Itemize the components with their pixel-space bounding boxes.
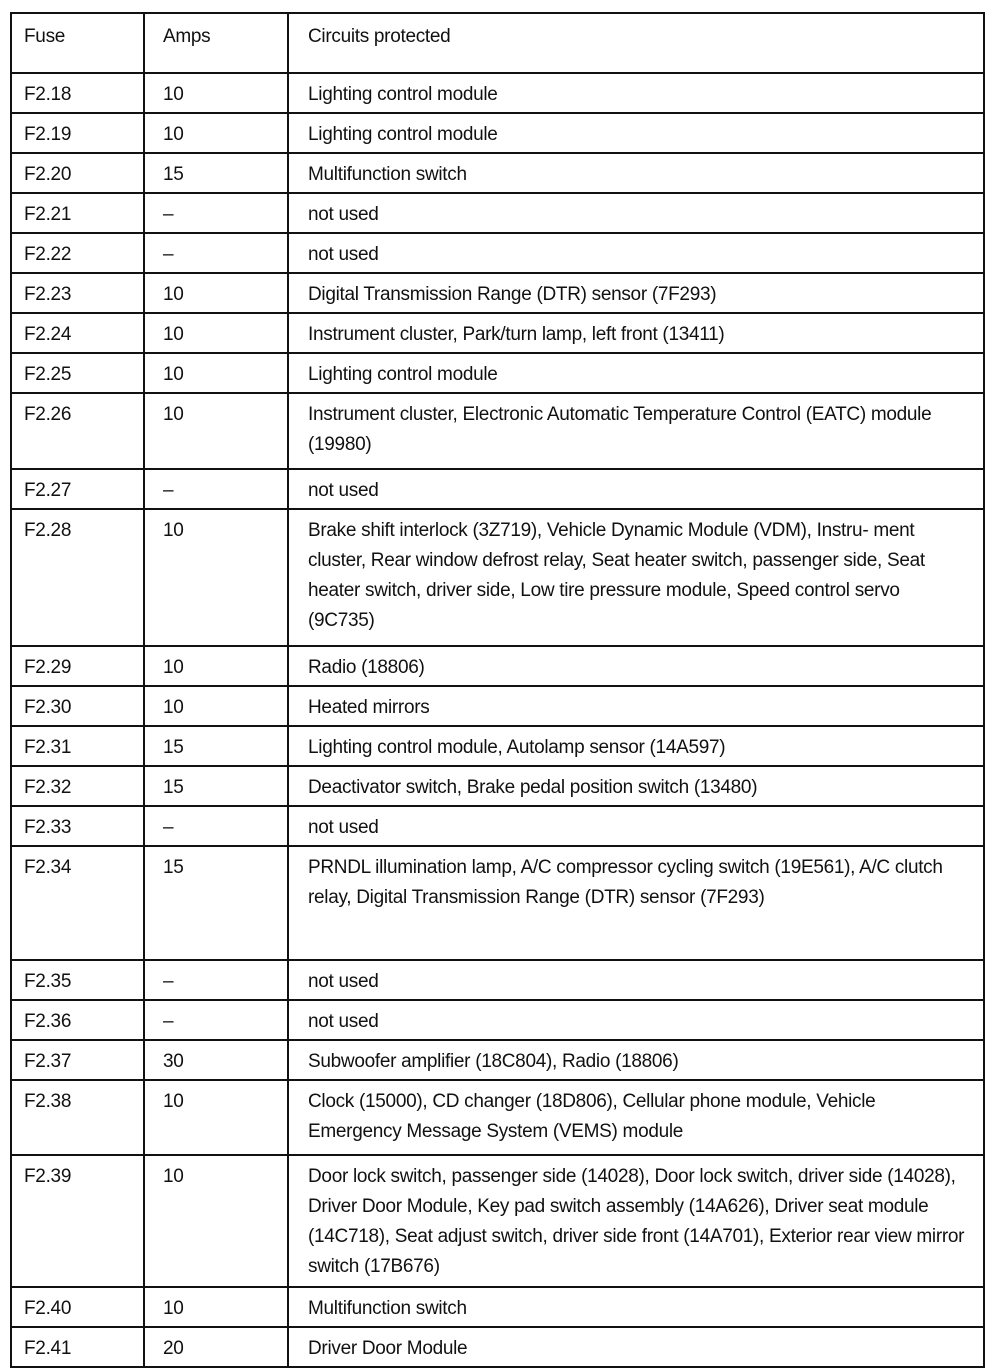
table-row xyxy=(11,353,984,393)
circuits-cell: Instrument cluster, Park/turn lamp, left front (13411) xyxy=(288,313,984,353)
table-row xyxy=(11,1327,984,1367)
amps-cell: 10 xyxy=(144,646,288,686)
amps-cell: – xyxy=(144,193,288,233)
amps-cell: 30 xyxy=(144,1040,288,1080)
fuse-cell: F2.31 xyxy=(11,726,144,766)
circuits-cell: not used xyxy=(288,806,984,846)
table-row xyxy=(11,1000,984,1040)
circuits-cell: Lighting control module xyxy=(288,353,984,393)
circuits-cell: not used xyxy=(288,960,984,1000)
amps-cell: 15 xyxy=(144,726,288,766)
fuse-cell: F2.19 xyxy=(11,113,144,153)
circuits-cell: Heated mirrors xyxy=(288,686,984,726)
amps-cell: 10 xyxy=(144,313,288,353)
fuse-cell: F2.32 xyxy=(11,766,144,806)
amps-cell: 15 xyxy=(144,153,288,193)
table-row xyxy=(11,806,984,846)
table-row xyxy=(11,846,984,960)
amps-cell: 15 xyxy=(144,766,288,806)
amps-cell: 10 xyxy=(144,1287,288,1327)
circuits-cell: Driver Door Module xyxy=(288,1327,984,1367)
table-row xyxy=(11,193,984,233)
circuits-cell: not used xyxy=(288,233,984,273)
fuse-cell: F2.40 xyxy=(11,1287,144,1327)
amps-cell: 10 xyxy=(144,353,288,393)
fuse-cell: F2.21 xyxy=(11,193,144,233)
amps-cell: 10 xyxy=(144,113,288,153)
fuse-cell: F2.36 xyxy=(11,1000,144,1040)
circuits-cell: Door lock switch, passenger side (14028), Door lock switch, driver side (14028), Driver Door Module, Key pad switch assembly (14A626), Driver seat module (14C718), Seat adjust switch, driver side front (14A701), Exterior rear view mirror switch (17B676) xyxy=(288,1155,984,1287)
amps-cell: 10 xyxy=(144,686,288,726)
circuits-cell: Digital Transmission Range (DTR) sensor (7F293) xyxy=(288,273,984,313)
table-row xyxy=(11,686,984,726)
fuse-cell: F2.24 xyxy=(11,313,144,353)
circuits-cell: Multifunction switch xyxy=(288,153,984,193)
amps-cell: 15 xyxy=(144,846,288,960)
table-row xyxy=(11,393,984,469)
fuse-cell: F2.30 xyxy=(11,686,144,726)
table-row xyxy=(11,1040,984,1080)
amps-cell: – xyxy=(144,233,288,273)
table-row xyxy=(11,273,984,313)
amps-cell: 10 xyxy=(144,393,288,469)
table-row xyxy=(11,469,984,509)
header-fuse: Fuse xyxy=(11,13,144,73)
fuse-table xyxy=(10,12,985,1368)
table-row xyxy=(11,73,984,113)
amps-cell: – xyxy=(144,806,288,846)
amps-cell: – xyxy=(144,1000,288,1040)
fuse-cell: F2.29 xyxy=(11,646,144,686)
fuse-cell: F2.23 xyxy=(11,273,144,313)
table-row xyxy=(11,1155,984,1287)
fuse-cell: F2.38 xyxy=(11,1080,144,1155)
table-body xyxy=(11,73,984,1367)
table-row xyxy=(11,113,984,153)
circuits-cell: Lighting control module xyxy=(288,73,984,113)
header-circuits: Circuits protected xyxy=(288,13,984,73)
circuits-cell: Instrument cluster, Electronic Automatic Temperature Control (EATC) module (19980) xyxy=(288,393,984,469)
circuits-cell: not used xyxy=(288,193,984,233)
fuse-cell: F2.39 xyxy=(11,1155,144,1287)
amps-cell: 10 xyxy=(144,1080,288,1155)
fuse-cell: F2.26 xyxy=(11,393,144,469)
table-row xyxy=(11,1080,984,1155)
fuse-cell: F2.27 xyxy=(11,469,144,509)
fuse-cell: F2.41 xyxy=(11,1327,144,1367)
fuse-cell: F2.34 xyxy=(11,846,144,960)
circuits-cell: not used xyxy=(288,469,984,509)
circuits-cell: Subwoofer amplifier (18C804), Radio (18806) xyxy=(288,1040,984,1080)
header-amps: Amps xyxy=(144,13,288,73)
amps-cell: 10 xyxy=(144,73,288,113)
circuits-cell: Lighting control module, Autolamp sensor (14A597) xyxy=(288,726,984,766)
amps-cell: – xyxy=(144,469,288,509)
header-row xyxy=(11,13,984,73)
amps-cell: 10 xyxy=(144,509,288,646)
circuits-cell: Deactivator switch, Brake pedal position switch (13480) xyxy=(288,766,984,806)
table-row xyxy=(11,233,984,273)
table-row xyxy=(11,313,984,353)
circuits-cell: Brake shift interlock (3Z719), Vehicle Dynamic Module (VDM), Instru- ment cluster, Rear window defrost relay, Seat heater switch, passenger side, Seat heater switch, driver side, Low tire pressure module, Speed control servo (9C735) xyxy=(288,509,984,646)
amps-cell: 10 xyxy=(144,1155,288,1287)
table-row xyxy=(11,1287,984,1327)
circuits-cell: Multifunction switch xyxy=(288,1287,984,1327)
table-row xyxy=(11,509,984,646)
amps-cell: – xyxy=(144,960,288,1000)
circuits-cell: Lighting control module xyxy=(288,113,984,153)
amps-cell: 10 xyxy=(144,273,288,313)
fuse-cell: F2.25 xyxy=(11,353,144,393)
table-row xyxy=(11,960,984,1000)
fuse-cell: F2.33 xyxy=(11,806,144,846)
table-row xyxy=(11,646,984,686)
fuse-cell: F2.20 xyxy=(11,153,144,193)
amps-cell: 20 xyxy=(144,1327,288,1367)
table-header xyxy=(11,13,984,73)
fuse-cell: F2.18 xyxy=(11,73,144,113)
fuse-cell: F2.35 xyxy=(11,960,144,1000)
table-row xyxy=(11,153,984,193)
fuse-cell: F2.28 xyxy=(11,509,144,646)
table-row xyxy=(11,726,984,766)
table-row xyxy=(11,766,984,806)
fuse-cell: F2.37 xyxy=(11,1040,144,1080)
circuits-cell: not used xyxy=(288,1000,984,1040)
circuits-cell: Radio (18806) xyxy=(288,646,984,686)
circuits-cell: Clock (15000), CD changer (18D806), Cellular phone module, Vehicle Emergency Message System (VEMS) module xyxy=(288,1080,984,1155)
circuits-cell: PRNDL illumination lamp, A/C compressor cycling switch (19E561), A/C clutch relay, Digital Transmission Range (DTR) sensor (7F293) xyxy=(288,846,984,960)
fuse-cell: F2.22 xyxy=(11,233,144,273)
